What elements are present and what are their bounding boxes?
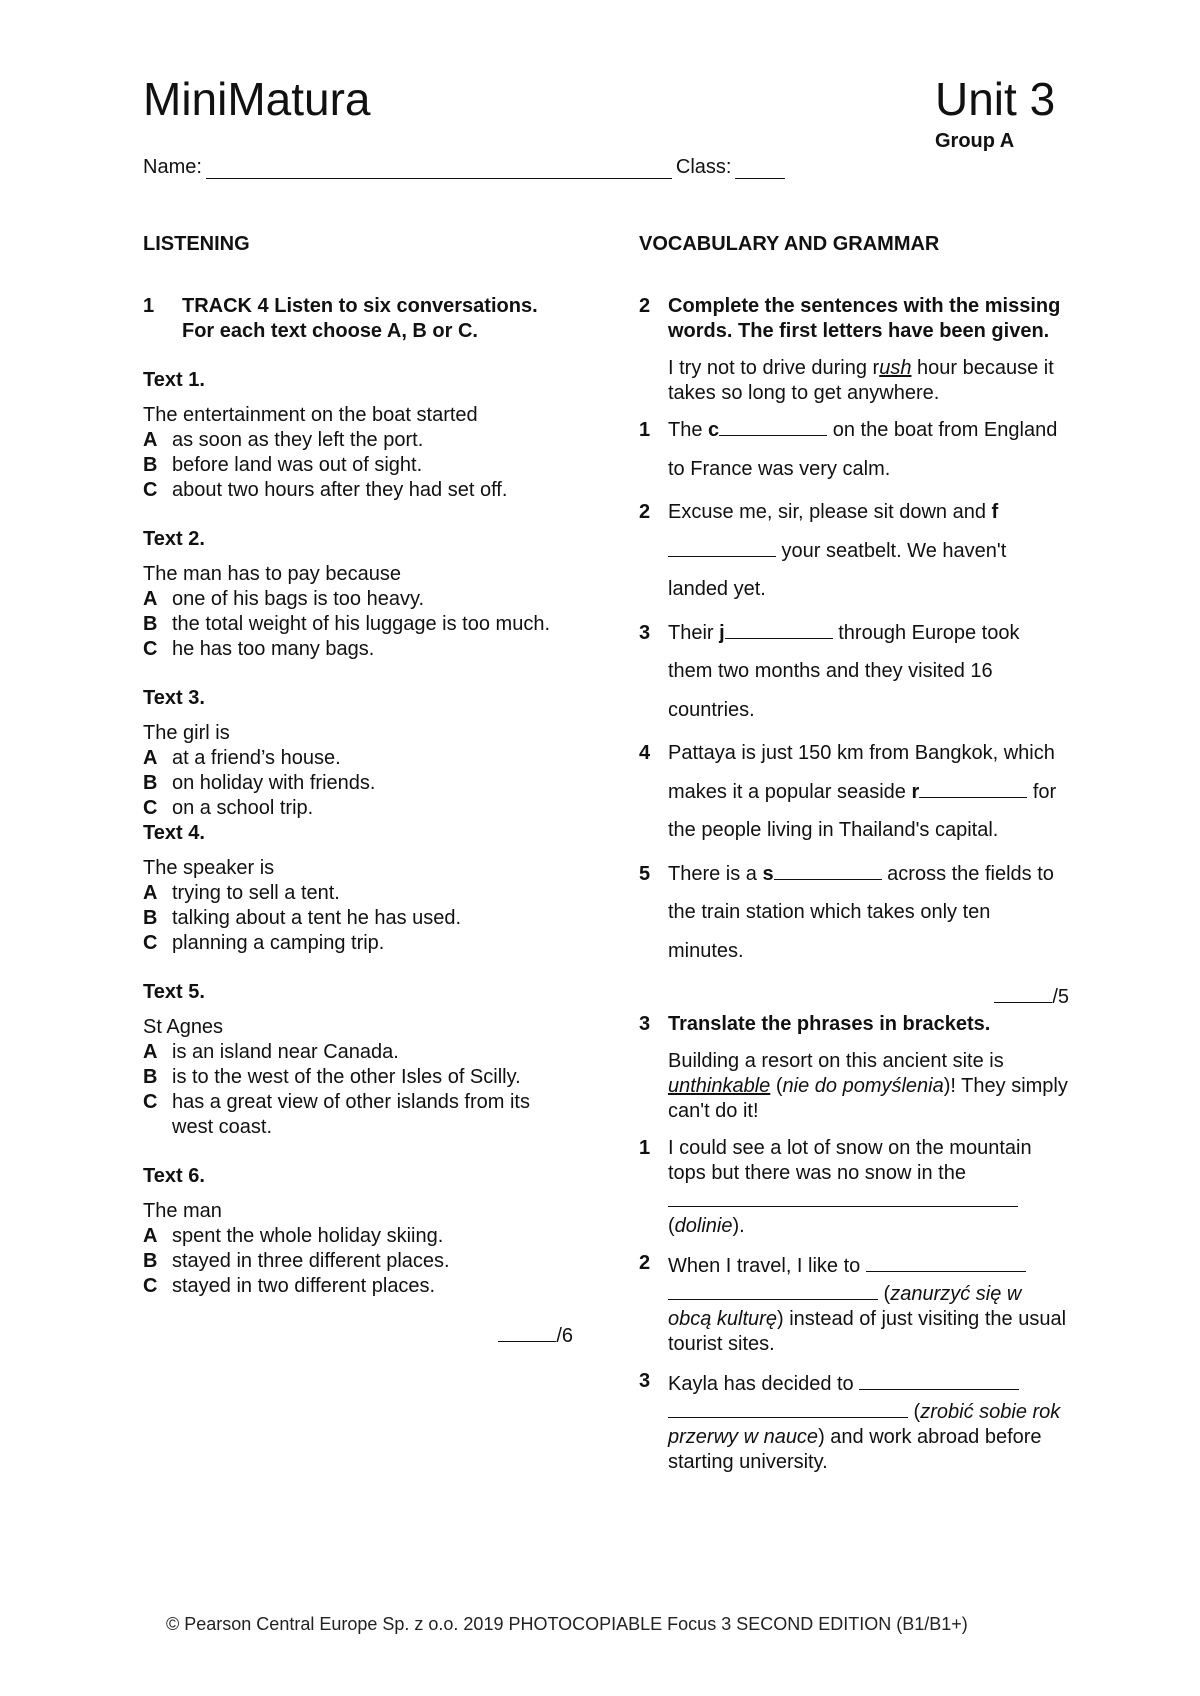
task-3-example: Building a resort on this ancient site is unthinkable (nie do pomyślenia)! They simply can't do it! — [668, 1050, 1068, 1122]
question-item — [639, 862, 1069, 971]
example-answer: ush — [879, 357, 912, 379]
task-number: 2 — [639, 295, 651, 317]
question-stem: The entertainment on the boat started — [143, 404, 478, 426]
group-label: Group A — [935, 130, 1015, 152]
sentence-start: The — [668, 419, 709, 441]
task-number: 3 — [639, 1013, 651, 1035]
answer-option[interactable] — [143, 771, 573, 796]
question-item — [639, 500, 1069, 609]
sentence-start: Pattaya is just 150 km from Bangkok, which makes it a popular seaside — [668, 742, 1055, 803]
answer-option[interactable] — [143, 746, 573, 771]
listening-score — [143, 1323, 573, 1349]
task-2-example — [639, 356, 1069, 406]
sentence-start: Kayla has decided to — [668, 1373, 854, 1395]
option-letter: A — [143, 1041, 158, 1063]
option-text: as soon as they left the port. — [172, 429, 424, 451]
option-letter: A — [143, 588, 158, 610]
question-item — [639, 1369, 1069, 1475]
vocabulary-heading: VOCABULARY AND GRAMMAR — [639, 233, 940, 255]
option-text: before land was out of sight. — [172, 454, 423, 476]
text-heading: Text 5. — [143, 981, 205, 1003]
question-number: 3 — [639, 621, 651, 644]
sentence-start: Their — [668, 621, 720, 644]
question-stem: The man — [143, 1200, 222, 1222]
answer-blank[interactable] — [919, 777, 1027, 798]
name-field[interactable] — [206, 160, 672, 179]
first-letter: c — [708, 419, 720, 441]
sentence-end: on the boat from England to France was very calm. — [668, 419, 1058, 480]
question-text: I could see a lot of snow on the mountain tops but there was no snow in the (dolinie). — [668, 1137, 1032, 1237]
class-field[interactable] — [735, 160, 785, 179]
answer-option[interactable] — [143, 906, 573, 931]
first-letter: s — [762, 862, 774, 885]
option-text: planning a camping trip. — [172, 932, 385, 954]
question-number: 2 — [639, 1252, 651, 1274]
question-text — [668, 734, 1069, 850]
example-hint: nie do pomyślenia — [782, 1075, 944, 1097]
answer-option[interactable] — [143, 1090, 573, 1140]
answer-blank[interactable] — [774, 859, 882, 880]
option-letter: B — [143, 454, 158, 476]
option-letter: C — [143, 797, 158, 819]
unit-label: Unit 3 — [935, 73, 1056, 125]
option-letter: C — [143, 932, 158, 954]
answer-option[interactable] — [143, 1274, 573, 1299]
answer-option[interactable] — [143, 1224, 573, 1249]
score-total: /6 — [556, 1325, 573, 1347]
answer-blank[interactable] — [725, 618, 833, 639]
answer-option[interactable] — [143, 1065, 573, 1090]
option-text: about two hours after they had set off. — [172, 479, 508, 501]
example-answer: unthinkable — [668, 1075, 771, 1097]
option-text: trying to sell a tent. — [172, 882, 340, 904]
listening-task — [143, 294, 573, 344]
score-blank[interactable] — [498, 1323, 556, 1342]
option-text: on holiday with friends. — [172, 772, 376, 794]
answer-blank[interactable] — [668, 536, 776, 557]
question-item — [639, 1251, 1069, 1357]
task-instruction: TRACK 4 Listen to six conversations. For each text choose A, B or C. — [182, 295, 538, 342]
option-text: one of his bags is too heavy. — [172, 588, 425, 610]
option-letter: A — [143, 747, 158, 769]
answer-option[interactable] — [143, 796, 573, 821]
question-number: 3 — [639, 1370, 651, 1392]
sentence-start: I could see a lot of snow on the mountain tops but there was no snow in the — [668, 1137, 1032, 1184]
task-2-score — [639, 984, 1069, 1010]
task-3-items — [639, 1136, 1069, 1475]
text-heading: Text 6. — [143, 1165, 205, 1187]
answer-blank[interactable] — [719, 415, 827, 436]
answer-blank[interactable] — [668, 1186, 1018, 1207]
answer-option[interactable] — [143, 587, 573, 612]
listening-texts — [143, 368, 573, 1299]
question-stem: The speaker is — [143, 857, 275, 879]
option-letter: B — [143, 1066, 158, 1088]
polish-hint: dolinie — [674, 1215, 733, 1237]
sentence-start: When I travel, I like to — [668, 1255, 861, 1277]
option-letter: B — [143, 613, 158, 635]
answer-option[interactable] — [143, 881, 573, 906]
option-letter: A — [143, 1225, 158, 1247]
option-text: stayed in three different places. — [172, 1250, 450, 1272]
first-letter: f — [991, 501, 999, 523]
answer-blank[interactable] — [668, 1279, 878, 1300]
listening-section — [143, 232, 573, 1349]
answer-option[interactable] — [143, 1040, 573, 1065]
answer-option[interactable] — [143, 1249, 573, 1274]
copyright-footer: © Pearson Central Europe Sp. z o.o. 2019 PHOTOCOPIABLE Focus 3 SECOND EDITION (B1/B1+) — [166, 1614, 968, 1634]
option-text: talking about a tent he has used. — [172, 907, 462, 929]
answer-option[interactable] — [143, 453, 573, 478]
example-text-end: ! They simply can't do it! — [668, 1075, 1068, 1122]
answer-blank[interactable] — [859, 1369, 1019, 1390]
question-number: 1 — [639, 419, 651, 441]
sentence-end: and work abroad before starting university. — [668, 1426, 1042, 1473]
question-stem: The man has to pay because — [143, 563, 401, 585]
example-text: Building a resort on this ancient site is — [668, 1050, 1004, 1072]
option-letter: B — [143, 907, 158, 929]
sentence-start: Excuse me, sir, please sit down and — [668, 501, 992, 523]
option-text: he has too many bags. — [172, 638, 375, 660]
polish-hint: zanurzyć się w obcą kulturę — [668, 1283, 1022, 1330]
answer-blank[interactable] — [866, 1251, 1026, 1272]
answer-blank[interactable] — [668, 1397, 908, 1418]
task-2 — [639, 294, 1069, 344]
question-text: When I travel, I like to (zanurzyć się w obcą kulturę) instead of just visiting the usual tourist sites. — [668, 1251, 1069, 1357]
question-text — [668, 411, 1069, 488]
question-number: 5 — [639, 862, 651, 885]
sentence-end: across the fields to the train station which takes only ten minutes. — [668, 862, 1054, 962]
question-number: 2 — [639, 501, 651, 523]
question-item — [639, 621, 1069, 730]
option-letter: A — [143, 429, 158, 451]
task-instruction: Complete the sentences with the missing words. The first letters have been given. — [668, 295, 1061, 342]
option-text: is to the west of the other Isles of Scilly. — [172, 1066, 521, 1088]
question-text — [668, 614, 1069, 730]
sentence-end: your seatbelt. We haven't landed yet. — [668, 539, 1007, 600]
polish-hint: zrobić sobie rok przerwy w nauce — [668, 1401, 1061, 1448]
option-text: the total weight of his luggage is too much. — [172, 613, 551, 635]
option-letter: B — [143, 772, 158, 794]
task-number: 1 — [143, 295, 155, 317]
option-letter: C — [143, 479, 158, 501]
option-letter: B — [143, 1250, 158, 1272]
option-letter: C — [143, 1275, 158, 1297]
question-number: 4 — [639, 742, 651, 764]
example-text-end: hour because it takes so long to get anywhere. — [668, 357, 1054, 404]
answer-option[interactable] — [143, 478, 573, 503]
first-letter: r — [911, 780, 920, 803]
option-letter: C — [143, 638, 158, 660]
text-heading: Text 2. — [143, 528, 205, 550]
option-text: stayed in two different places. — [172, 1275, 436, 1297]
option-text: at a friend’s house. — [172, 747, 341, 769]
option-letter: A — [143, 882, 158, 904]
answer-option[interactable] — [143, 637, 573, 662]
task-2-items — [639, 418, 1069, 970]
first-letter: j — [719, 621, 725, 644]
option-text: on a school trip. — [172, 797, 314, 819]
name-label: Name: — [143, 156, 202, 178]
sentence-end: . — [739, 1215, 745, 1237]
question-stem: St Agnes — [143, 1016, 224, 1038]
question-text — [668, 855, 1069, 971]
task-3 — [639, 1012, 1069, 1037]
example-text: I try not to drive during r — [668, 357, 880, 379]
sentence-end: for the people living in Thailand's capital. — [668, 780, 1057, 841]
option-text: spent the whole holiday skiing. — [172, 1225, 444, 1247]
question-item — [639, 741, 1069, 850]
sentence-start: There is a — [668, 862, 763, 885]
question-text: Kayla has decided to (zrobić sobie rok przerwy w nauce) and work abroad before starting university. — [668, 1369, 1069, 1475]
option-text: has a great view of other islands from its west coast. — [172, 1091, 530, 1138]
question-stem: The girl is — [143, 722, 230, 744]
answer-option[interactable] — [143, 428, 573, 453]
option-text: is an island near Canada. — [172, 1041, 399, 1063]
sentence-end: instead of just visiting the usual tourist sites. — [668, 1308, 1067, 1355]
listening-heading: LISTENING — [143, 233, 250, 255]
answer-option[interactable] — [143, 612, 573, 637]
question-item — [639, 418, 1069, 488]
sentence-end: through Europe took them two months and they visited 16 countries. — [668, 621, 1020, 721]
option-letter: C — [143, 1091, 158, 1113]
question-text — [668, 493, 1069, 609]
worksheet-title: MiniMatura — [143, 73, 371, 125]
answer-option[interactable] — [143, 931, 573, 956]
task-instruction: Translate the phrases in brackets. — [668, 1013, 991, 1035]
name-class-line — [143, 156, 789, 179]
question-item — [639, 1136, 1069, 1239]
score-total: /5 — [1052, 986, 1069, 1008]
score-blank[interactable] — [994, 984, 1052, 1003]
class-label: Class: — [675, 156, 732, 178]
text-heading: Text 1. — [143, 369, 205, 391]
question-number: 1 — [639, 1137, 651, 1159]
vocabulary-section — [639, 232, 1069, 1475]
text-heading: Text 4. — [143, 822, 205, 844]
text-heading: Text 3. — [143, 687, 205, 709]
